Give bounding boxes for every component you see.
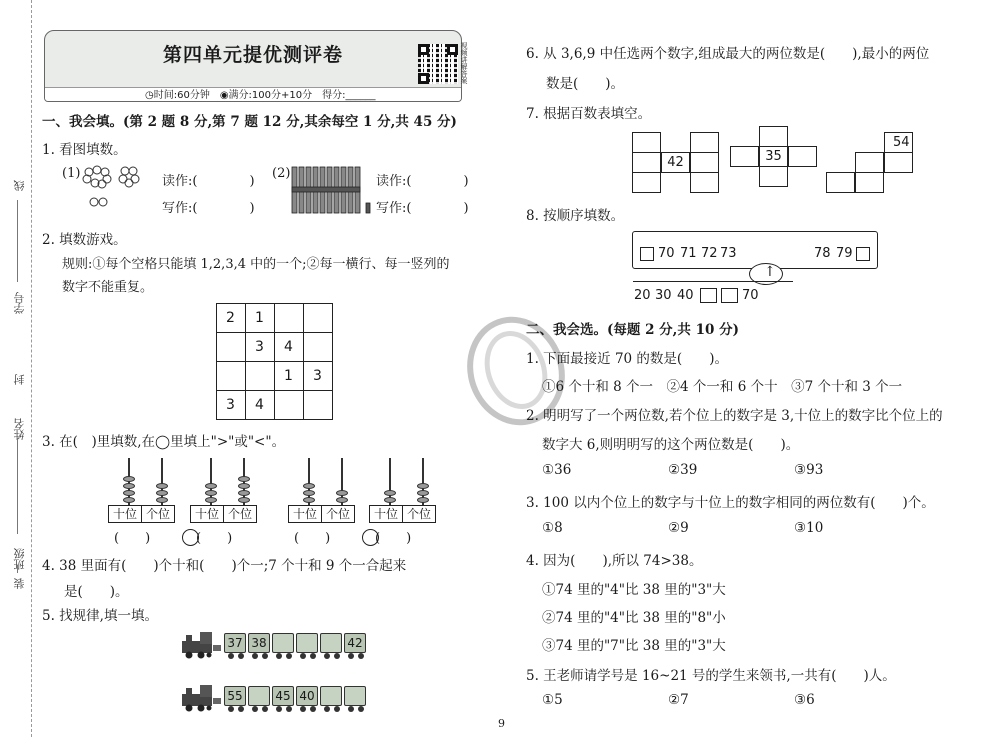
line-number: 20 — [634, 288, 651, 303]
grid-cell: 2 — [217, 304, 246, 333]
side-label-number: 学号 — [13, 292, 26, 314]
q7-text: 7. 根据百数表填空。 — [526, 106, 652, 122]
number-line — [633, 281, 793, 282]
abacus-tens-label: 十位 — [108, 505, 142, 523]
abacus-answer-paren[interactable]: ( ) — [375, 531, 412, 546]
page-number: 9 — [498, 717, 505, 730]
wheel-icon — [300, 706, 306, 712]
section2-title: 二、我会选。(每题 2 分,共 10 分) — [526, 322, 739, 338]
hundred-chart-cell[interactable] — [730, 146, 759, 167]
q1-part2-label: (2) — [272, 166, 291, 181]
abacus-bead — [123, 476, 135, 482]
wheel-icon — [276, 653, 282, 659]
grid-cell-empty[interactable] — [246, 362, 275, 391]
choice5-option[interactable]: ③6 — [794, 692, 815, 708]
line-blank[interactable] — [700, 288, 717, 303]
abacus-bead — [303, 483, 315, 489]
q1b-read[interactable]: 读作:( ) — [376, 174, 469, 189]
q1a-write[interactable]: 写作:( ) — [162, 201, 255, 216]
hundred-chart-cell: 54 — [884, 132, 913, 153]
abacus-ones-label: 个位 — [223, 505, 257, 523]
hundred-chart-cell[interactable] — [759, 166, 788, 187]
abacus-bead — [384, 490, 396, 496]
wheel-icon — [276, 706, 282, 712]
choice5-option[interactable]: ①5 — [542, 692, 563, 708]
line-blank[interactable] — [721, 288, 738, 303]
train-car: 37 — [224, 633, 246, 653]
wheel-icon — [310, 653, 316, 659]
abacus-tens-label: 十位 — [369, 505, 403, 523]
hundred-chart-cell[interactable] — [826, 172, 855, 193]
wheel-icon — [286, 706, 292, 712]
hundred-chart-cell: 42 — [661, 152, 690, 173]
abacus-bead — [205, 497, 217, 503]
train-car[interactable] — [296, 633, 318, 653]
abacus-bead — [336, 497, 348, 503]
grid-cell-empty[interactable] — [304, 333, 333, 362]
abacus-bead — [156, 490, 168, 496]
train-car[interactable] — [344, 686, 366, 706]
abacus-bead — [238, 497, 250, 503]
q2-text: 2. 填数游戏。 — [42, 232, 127, 248]
abacus-bead — [417, 497, 429, 503]
number-fill-line — [17, 200, 18, 282]
q1b-write[interactable]: 写作:( ) — [376, 201, 469, 216]
choice3-option[interactable]: ①8 — [542, 520, 563, 536]
wheel-icon — [238, 653, 244, 659]
hundred-chart-cell: 35 — [759, 146, 788, 167]
train-car[interactable] — [248, 686, 270, 706]
abacus-ones-label: 个位 — [321, 505, 355, 523]
abacus-bead — [156, 483, 168, 489]
hundred-chart-cell[interactable] — [855, 172, 884, 193]
wheel-icon — [334, 706, 340, 712]
sticks-picture — [290, 165, 376, 217]
up-arrow-icon: ↑ — [764, 264, 776, 280]
wheel-icon — [262, 706, 268, 712]
abacus-tens-label: 十位 — [288, 505, 322, 523]
wheel-icon — [238, 706, 244, 712]
strip-number: 73 — [720, 246, 737, 261]
hundred-chart-cell[interactable] — [884, 152, 913, 173]
wheel-icon — [262, 653, 268, 659]
hundred-chart-cell[interactable] — [632, 152, 661, 173]
choice1-text: 1. 下面最接近 70 的数是( )。 — [526, 351, 728, 367]
choice2-line2: 数字大 6,则明明写的这个两位数是( )。 — [542, 437, 800, 453]
abacus-bead — [238, 490, 250, 496]
strip-blank[interactable] — [640, 247, 654, 261]
abacus-bead — [156, 497, 168, 503]
hundred-chart-cell[interactable] — [759, 126, 788, 147]
abacus-bead — [205, 490, 217, 496]
train-car[interactable] — [320, 633, 342, 653]
strip-number: 70 — [658, 246, 675, 261]
wheel-icon — [252, 706, 258, 712]
choice5-text: 5. 王老师请学号是 16~21 号的学生来领书,一共有( )人。 — [526, 668, 896, 684]
q5-text: 5. 找规律,填一填。 — [42, 608, 158, 624]
beads-picture — [80, 165, 152, 193]
train-engine-icon — [180, 629, 222, 663]
grid-cell-empty[interactable] — [217, 362, 246, 391]
q6-line1: 6. 从 3,6,9 中任选两个数字,组成最大的两位数是( ),最小的两位 — [526, 46, 930, 62]
grid-cell-empty[interactable] — [304, 391, 333, 420]
hundred-chart-cell[interactable] — [690, 132, 719, 153]
grid-cell-empty[interactable] — [304, 304, 333, 333]
abacus-bead — [384, 497, 396, 503]
train-car[interactable] — [320, 686, 342, 706]
wheel-icon — [358, 653, 364, 659]
abacus-answer-paren[interactable]: ( ) — [196, 531, 233, 546]
grid-cell-empty[interactable] — [275, 391, 304, 420]
grid-cell: 1 — [246, 304, 275, 333]
choice2-option[interactable]: ②39 — [668, 462, 698, 478]
wheel-icon — [310, 706, 316, 712]
wheel-icon — [348, 706, 354, 712]
grid-cell: 3 — [217, 391, 246, 420]
wheel-icon — [228, 706, 234, 712]
train-car: 42 — [344, 633, 366, 653]
choice4-option3[interactable]: ③74 里的"7"比 38 里的"3"大 — [542, 638, 726, 654]
strip-number: 71 — [680, 246, 697, 261]
side-label-name: 姓名 — [13, 418, 26, 440]
q1-text: 1. 看图填数。 — [42, 142, 127, 158]
hundred-chart-cell[interactable] — [690, 172, 719, 193]
choice3-text: 3. 100 以内个位上的数字与十位上的数字相同的两位数有( )个。 — [526, 495, 935, 511]
side-label-class: 班级 — [13, 548, 26, 570]
wheel-icon — [324, 653, 330, 659]
choice2-option[interactable]: ③93 — [794, 462, 824, 478]
q4-line1: 4. 38 里面有( )个十和( )个一;7 个十和 9 个一合起来 — [42, 558, 407, 574]
choice4-option1[interactable]: ①74 里的"4"比 38 里的"3"大 — [542, 582, 726, 598]
wheel-icon — [252, 653, 258, 659]
page-title: 第四单元提优测评卷 — [162, 44, 343, 66]
train-car: 40 — [296, 686, 318, 706]
abacus-bead — [123, 483, 135, 489]
wheel-icon — [324, 706, 330, 712]
train-car[interactable] — [272, 633, 294, 653]
train-car: 45 — [272, 686, 294, 706]
name-fill-line — [17, 438, 18, 534]
wheel-icon — [228, 653, 234, 659]
beads-ones — [62, 195, 172, 213]
choice2-line1: 2. 明明写了一个两位数,若个位上的数字是 3,十位上的数字比个位上的 — [526, 408, 943, 424]
abacus-ones-label: 个位 — [402, 505, 436, 523]
hundred-chart-cell[interactable] — [632, 132, 661, 153]
grid-cell: 4 — [246, 391, 275, 420]
wheel-icon — [334, 653, 340, 659]
wheel-icon — [348, 653, 354, 659]
abacus-bead — [238, 483, 250, 489]
q6-line2: 数是( )。 — [546, 76, 625, 92]
strip-number: 72 — [701, 246, 718, 261]
choice4-option2[interactable]: ②74 里的"4"比 38 里的"8"小 — [542, 610, 726, 626]
grid-cell: 4 — [275, 333, 304, 362]
q1-part1-label: (1) — [62, 166, 81, 181]
grid-cell-empty[interactable] — [275, 304, 304, 333]
q2-rule-line2: 数字不能重复。 — [62, 280, 154, 295]
line-number: 70 — [742, 288, 759, 303]
choice4-text: 4. 因为( ),所以 74>38。 — [526, 553, 703, 569]
choice3-option[interactable]: ③10 — [794, 520, 824, 536]
binding-line — [31, 0, 32, 737]
q1a-read[interactable]: 读作:( ) — [162, 174, 255, 189]
line-number: 40 — [677, 288, 694, 303]
abacus-answer-paren[interactable]: ( ) — [294, 531, 331, 546]
section1-title: 一、我会填。(第 2 题 8 分,第 7 题 12 分,其余每空 1 分,共 45 分) — [42, 114, 457, 130]
q3-text: 3. 在( )里填数,在◯里填上">"或"<"。 — [42, 434, 286, 450]
abacus-tens-label: 十位 — [190, 505, 224, 523]
abacus-bead — [303, 497, 315, 503]
line-number: 30 — [655, 288, 672, 303]
abacus-bead — [417, 490, 429, 496]
side-label-bind: 装 — [13, 578, 26, 589]
hundred-chart-cell[interactable] — [632, 172, 661, 193]
abacus-bead — [123, 497, 135, 503]
strip-blank[interactable] — [856, 247, 870, 261]
qr-code[interactable] — [418, 44, 458, 84]
train-car: 55 — [224, 686, 246, 706]
grid-cell-empty[interactable] — [217, 333, 246, 362]
hundred-chart-cell[interactable] — [855, 152, 884, 173]
side-label-line: 线 — [13, 180, 26, 191]
abacus-bead — [336, 490, 348, 496]
grid-cell: 1 — [275, 362, 304, 391]
strip-number: 78 — [814, 246, 831, 261]
abacus-bead — [238, 476, 250, 482]
abacus-answer-paren[interactable]: ( ) — [114, 531, 151, 546]
choice5-option[interactable]: ②7 — [668, 692, 689, 708]
abacus-bead — [123, 490, 135, 496]
strip-number: 79 — [836, 246, 853, 261]
title-banner — [44, 30, 462, 102]
choice1-options[interactable]: ①6 个十和 8 个一 ②4 个一和 6 个十 ③7 个十和 3 个一 — [542, 379, 903, 395]
class-fill-line — [17, 565, 18, 573]
wheel-icon — [286, 653, 292, 659]
choice3-option[interactable]: ②9 — [668, 520, 689, 536]
q4-line2: 是( )。 — [64, 584, 129, 600]
wheel-icon — [300, 653, 306, 659]
train-car: 38 — [248, 633, 270, 653]
grid-cell: 3 — [246, 333, 275, 362]
grid-cell: 3 — [304, 362, 333, 391]
abacus-bead — [205, 483, 217, 489]
wheel-icon — [358, 706, 364, 712]
abacus-ones-label: 个位 — [141, 505, 175, 523]
choice2-option[interactable]: ①36 — [542, 462, 572, 478]
q2-rule-line1: 规则:①每个空格只能填 1,2,3,4 中的一个;②每一横行、每一竖列的 — [62, 257, 450, 272]
sudoku-grid — [216, 303, 333, 420]
hundred-chart-cell[interactable] — [788, 146, 817, 167]
hundred-chart-cell[interactable] — [690, 152, 719, 173]
q8-text: 8. 按顺序填数。 — [526, 208, 625, 224]
abacus-bead — [417, 483, 429, 489]
abacus-bead — [303, 490, 315, 496]
qr-caption: 视频讲解答案 — [460, 42, 468, 84]
side-label-seal: 封 — [13, 374, 26, 385]
exam-meta: ◷时间:60分钟 ◉满分:100分+10分 得分:______ — [45, 87, 461, 102]
train-engine-icon — [180, 682, 222, 716]
